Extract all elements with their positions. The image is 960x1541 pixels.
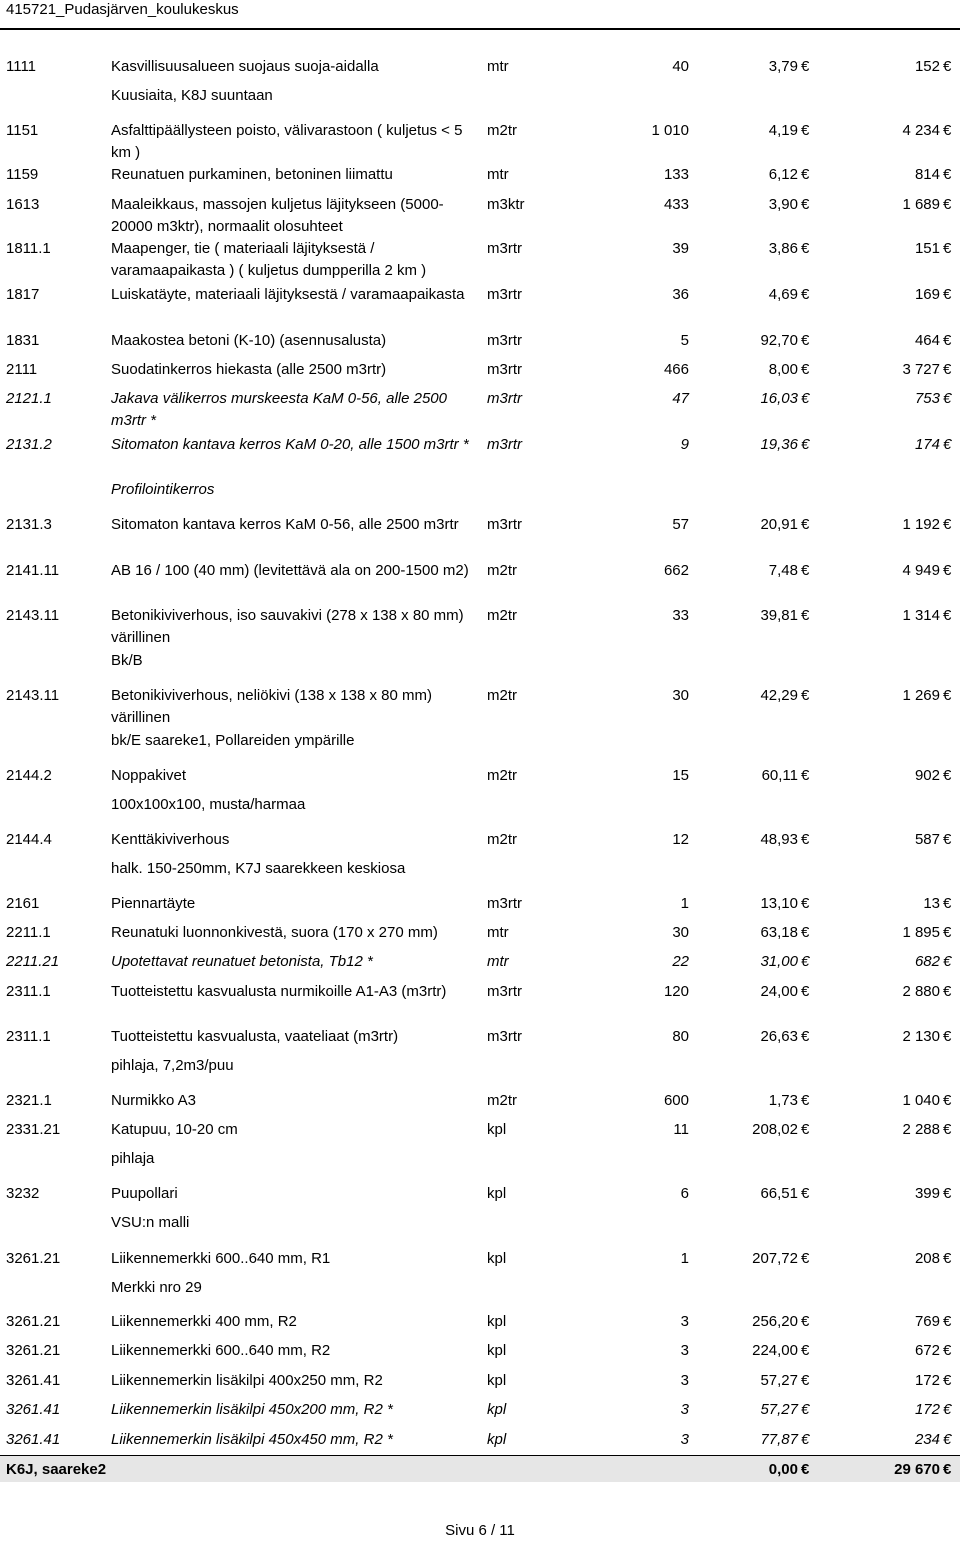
euro-symbol: € xyxy=(801,1461,810,1478)
item-unit-price: 19,36 xyxy=(760,436,798,453)
item-code: 1811.1 xyxy=(6,240,51,257)
item-unit-price: 42,29 xyxy=(760,687,798,704)
item-unit-price: 3,86 xyxy=(768,240,798,257)
euro-symbol: € xyxy=(801,1313,810,1330)
item-description: Kenttäkiviverhous xyxy=(111,831,230,848)
item-total: 2 288 xyxy=(902,1121,940,1138)
euro-symbol: € xyxy=(801,1431,810,1448)
item-total: 169 xyxy=(914,286,940,303)
item-code: 3261.41 xyxy=(6,1431,61,1448)
item-total: 2 880 xyxy=(902,983,940,1000)
header-divider xyxy=(0,28,960,30)
page-number: Sivu 6 / 11 xyxy=(445,1522,515,1539)
euro-symbol: € xyxy=(801,767,810,784)
item-unit-price: 60,11 xyxy=(761,767,798,784)
euro-symbol: € xyxy=(801,1401,810,1418)
euro-symbol: € xyxy=(943,1250,952,1267)
item-unit-price: 31,00 xyxy=(760,953,798,970)
item-unit-price: 57,27 xyxy=(760,1401,798,1418)
item-code: 1831 xyxy=(6,332,40,349)
euro-symbol: € xyxy=(801,1092,810,1109)
item-description: Reunatuki luonnonkivestä, suora (170 x 270 mm) xyxy=(111,924,438,941)
item-total: 4 949 xyxy=(902,562,940,579)
item-unit-price: 57,27 xyxy=(760,1372,798,1389)
euro-symbol: € xyxy=(801,516,810,533)
euro-symbol: € xyxy=(801,1372,810,1389)
euro-symbol: € xyxy=(801,924,810,941)
item-unit: m3rtr xyxy=(487,436,522,453)
euro-symbol: € xyxy=(801,1121,810,1138)
euro-symbol: € xyxy=(943,767,952,784)
euro-symbol: € xyxy=(943,562,952,579)
item-description: Kasvillisuusalueen suojaus suoja-aidalla xyxy=(111,58,379,75)
euro-symbol: € xyxy=(801,895,810,912)
item-quantity: 466 xyxy=(663,361,689,378)
item-unit: m2tr xyxy=(487,767,517,784)
item-code: 2321.1 xyxy=(6,1092,52,1109)
item-total: 13 xyxy=(923,895,940,912)
euro-symbol: € xyxy=(801,240,810,257)
item-code: 3261.21 xyxy=(6,1250,61,1267)
item-description: Puupollari xyxy=(111,1185,178,1202)
euro-symbol: € xyxy=(943,361,952,378)
item-note: 100x100x100, musta/harmaa xyxy=(111,796,306,813)
item-quantity: 3 xyxy=(680,1313,689,1330)
item-code: 2144.2 xyxy=(6,767,52,784)
item-unit: kpl xyxy=(487,1185,507,1202)
item-total: 172 xyxy=(914,1372,940,1389)
item-quantity: 3 xyxy=(680,1342,689,1359)
euro-symbol: € xyxy=(943,607,952,624)
item-quantity: 39 xyxy=(672,240,689,257)
item-total: 769 xyxy=(914,1313,940,1330)
euro-symbol: € xyxy=(801,361,810,378)
item-total: 1 689 xyxy=(902,196,940,213)
item-quantity: 6 xyxy=(680,1185,689,1202)
item-total: 902 xyxy=(914,767,940,784)
item-unit-price: 6,12 xyxy=(768,166,798,183)
item-total: 399 xyxy=(914,1185,940,1202)
item-description: Katupuu, 10-20 cm xyxy=(111,1121,238,1138)
euro-symbol: € xyxy=(943,332,952,349)
item-unit-price: 1,73 xyxy=(768,1092,798,1109)
item-unit-price: 7,48 xyxy=(768,562,798,579)
euro-symbol: € xyxy=(943,1185,952,1202)
item-total: 672 xyxy=(914,1342,940,1359)
item-total: 208 xyxy=(914,1250,940,1267)
item-unit-price: 8,00 xyxy=(768,361,798,378)
item-description: Tuotteistettu kasvualusta nurmikoille A1-A3 (m3rtr) xyxy=(111,983,447,1000)
item-unit-price: 92,70 xyxy=(760,332,798,349)
item-description: Maakostea betoni (K-10) (asennusalusta) xyxy=(111,332,387,349)
item-unit: m3ktr xyxy=(487,196,525,213)
item-note: VSU:n malli xyxy=(111,1214,190,1231)
item-code: 2161 xyxy=(6,895,40,912)
item-quantity: 433 xyxy=(663,196,689,213)
item-description: Maapenger, tie ( materiaali läjityksestä / varamaapaikasta ) ( kuljetus dumpperilla 2 km ) xyxy=(111,240,427,279)
euro-symbol: € xyxy=(943,1401,952,1418)
euro-symbol: € xyxy=(943,924,952,941)
item-quantity: 22 xyxy=(672,953,689,970)
item-quantity: 133 xyxy=(663,166,689,183)
item-total: 151 xyxy=(914,240,940,257)
item-quantity: 11 xyxy=(673,1121,689,1138)
item-quantity: 9 xyxy=(680,436,689,453)
item-total: 682 xyxy=(914,953,940,970)
item-total: 2 130 xyxy=(902,1028,940,1045)
item-quantity: 33 xyxy=(672,607,689,624)
euro-symbol: € xyxy=(943,122,952,139)
item-quantity: 30 xyxy=(672,687,689,704)
euro-symbol: € xyxy=(801,122,810,139)
item-description: Jakava välikerros murskeesta KaM 0-56, alle 2500 m3rtr * xyxy=(111,390,447,429)
item-description: Luiskatäyte, materiaali läjityksestä / varamaapaikasta xyxy=(111,286,465,303)
item-note: Profilointikerros xyxy=(111,481,215,498)
item-quantity: 40 xyxy=(672,58,689,75)
item-total: 174 xyxy=(914,436,940,453)
item-unit-price: 24,00 xyxy=(760,983,798,1000)
euro-symbol: € xyxy=(943,1461,952,1478)
item-unit: m3rtr xyxy=(487,361,522,378)
item-description: Noppakivet xyxy=(111,767,187,784)
euro-symbol: € xyxy=(943,1372,952,1389)
item-description: Liikennemerkin lisäkilpi 400x250 mm, R2 xyxy=(111,1372,383,1389)
item-total: 172 xyxy=(914,1401,940,1418)
item-quantity: 5 xyxy=(680,332,689,349)
euro-symbol: € xyxy=(801,562,810,579)
item-unit: m3rtr xyxy=(487,332,522,349)
euro-symbol: € xyxy=(943,196,952,213)
item-code: 2211.21 xyxy=(6,953,60,970)
item-code: 3232 xyxy=(6,1185,40,1202)
euro-symbol: € xyxy=(943,953,952,970)
item-unit: mtr xyxy=(487,58,509,75)
item-code: 2121.1 xyxy=(6,390,52,407)
item-quantity: 120 xyxy=(663,983,689,1000)
euro-symbol: € xyxy=(801,983,810,1000)
item-total: 753 xyxy=(914,390,940,407)
item-quantity: 1 010 xyxy=(651,122,689,139)
item-unit-price: 77,87 xyxy=(760,1431,798,1448)
item-description: AB 16 / 100 (40 mm) (levitettävä ala on 200-1500 m2) xyxy=(111,562,469,579)
item-code: 3261.41 xyxy=(6,1401,61,1418)
summary-total: 29 670 xyxy=(894,1461,940,1478)
item-code: 2144.4 xyxy=(6,831,52,848)
item-quantity: 600 xyxy=(663,1092,689,1109)
item-unit-price: 208,02 xyxy=(752,1121,798,1138)
item-unit: m3rtr xyxy=(487,390,522,407)
item-unit-price: 39,81 xyxy=(760,607,798,624)
item-description: Liikennemerkin lisäkilpi 450x450 mm, R2 * xyxy=(111,1431,393,1448)
item-total: 1 192 xyxy=(902,516,940,533)
item-unit: kpl xyxy=(487,1250,507,1267)
euro-symbol: € xyxy=(943,687,952,704)
euro-symbol: € xyxy=(801,1185,810,1202)
item-quantity: 12 xyxy=(672,831,689,848)
item-note: pihlaja xyxy=(111,1150,155,1167)
item-unit: mtr xyxy=(487,166,509,183)
item-quantity: 57 xyxy=(672,516,689,533)
item-unit: m3rtr xyxy=(487,1028,522,1045)
item-description: Liikennemerkki 400 mm, R2 xyxy=(111,1313,297,1330)
item-code: 3261.41 xyxy=(6,1372,61,1389)
item-total: 1 269 xyxy=(902,687,940,704)
item-total: 1 895 xyxy=(902,924,940,941)
item-code: 1151 xyxy=(6,122,39,139)
item-code: 2131.3 xyxy=(6,516,52,533)
euro-symbol: € xyxy=(943,1313,952,1330)
item-quantity: 30 xyxy=(672,924,689,941)
item-total: 464 xyxy=(914,332,940,349)
item-note: bk/E saareke1, Pollareiden ympärille xyxy=(111,732,355,749)
euro-symbol: € xyxy=(943,58,952,75)
item-code: 3261.21 xyxy=(6,1313,61,1330)
item-code: 1817 xyxy=(6,286,40,303)
item-total: 1 040 xyxy=(902,1092,940,1109)
euro-symbol: € xyxy=(801,953,810,970)
euro-symbol: € xyxy=(943,983,952,1000)
item-note: pihlaja, 7,2m3/puu xyxy=(111,1057,234,1074)
euro-symbol: € xyxy=(943,1431,952,1448)
item-total: 1 314 xyxy=(902,607,940,624)
item-description: Betonikiviverhous, iso sauvakivi (278 x 138 x 80 mm) värillinen xyxy=(111,607,464,646)
item-code: 2311.1 xyxy=(6,1028,51,1045)
item-total: 814 xyxy=(914,166,940,183)
item-code: 1613 xyxy=(6,196,40,213)
euro-symbol: € xyxy=(801,390,810,407)
item-total: 3 727 xyxy=(902,361,940,378)
euro-symbol: € xyxy=(801,332,810,349)
item-unit-price: 16,03 xyxy=(760,390,798,407)
item-unit: m2tr xyxy=(487,122,517,139)
item-unit: kpl xyxy=(487,1313,507,1330)
euro-symbol: € xyxy=(801,687,810,704)
item-unit-price: 4,19 xyxy=(768,122,798,139)
item-unit: kpl xyxy=(487,1431,507,1448)
euro-symbol: € xyxy=(801,58,810,75)
item-unit-price: 3,79 xyxy=(768,58,798,75)
document-title: 415721_Pudasjärven_koulukeskus xyxy=(6,1,239,18)
item-unit: kpl xyxy=(487,1121,507,1138)
item-unit: m2tr xyxy=(487,687,517,704)
item-quantity: 80 xyxy=(672,1028,689,1045)
euro-symbol: € xyxy=(801,1342,810,1359)
item-description: Sitomaton kantava kerros KaM 0-56, alle 2500 m3rtr xyxy=(111,516,459,533)
euro-symbol: € xyxy=(943,1121,952,1138)
item-description: Liikennemerkin lisäkilpi 450x200 mm, R2 * xyxy=(111,1401,393,1418)
euro-symbol: € xyxy=(943,286,952,303)
item-quantity: 1 xyxy=(680,1250,689,1267)
item-unit: m3rtr xyxy=(487,516,522,533)
item-code: 2331.21 xyxy=(6,1121,61,1138)
item-description: Upotettavat reunatuet betonista, Tb12 * xyxy=(111,953,373,970)
euro-symbol: € xyxy=(943,831,952,848)
item-quantity: 15 xyxy=(672,767,689,784)
item-description: Maaleikkaus, massojen kuljetus läjitykseen (5000-20000 m3ktr), normaalit olosuhteet xyxy=(111,196,444,235)
item-unit-price: 20,91 xyxy=(760,516,798,533)
euro-symbol: € xyxy=(801,196,810,213)
euro-symbol: € xyxy=(801,1250,810,1267)
item-unit: m3rtr xyxy=(487,895,522,912)
item-total: 152 xyxy=(914,58,940,75)
item-unit: mtr xyxy=(487,924,509,941)
item-note: Bk/B xyxy=(111,652,143,669)
item-code: 3261.21 xyxy=(6,1342,61,1359)
item-description: Sitomaton kantava kerros KaM 0-20, alle 1500 m3rtr * xyxy=(111,436,469,453)
summary-label: K6J, saareke2 xyxy=(6,1461,107,1478)
item-unit-price: 63,18 xyxy=(760,924,798,941)
item-unit: m2tr xyxy=(487,562,517,579)
item-unit: kpl xyxy=(487,1401,507,1418)
euro-symbol: € xyxy=(943,390,952,407)
item-unit-price: 48,93 xyxy=(760,831,798,848)
euro-symbol: € xyxy=(801,436,810,453)
item-unit-price: 207,72 xyxy=(752,1250,798,1267)
item-code: 2143.11 xyxy=(6,607,60,624)
item-unit-price: 256,20 xyxy=(752,1313,798,1330)
item-description: Betonikiviverhous, neliökivi (138 x 138 x 80 mm) värillinen xyxy=(111,687,432,726)
item-unit: m3rtr xyxy=(487,240,522,257)
item-description: Suodatinkerros hiekasta (alle 2500 m3rtr) xyxy=(111,361,387,378)
summary-price: 0,00 xyxy=(768,1461,798,1478)
euro-symbol: € xyxy=(943,166,952,183)
item-note: Kuusiaita, K8J suuntaan xyxy=(111,87,273,104)
item-total: 587 xyxy=(914,831,940,848)
item-unit: mtr xyxy=(487,953,509,970)
item-code: 2311.1 xyxy=(6,983,51,1000)
item-description: Liikennemerkki 600..640 mm, R1 xyxy=(111,1250,331,1267)
item-total: 4 234 xyxy=(902,122,940,139)
item-quantity: 1 xyxy=(680,895,689,912)
item-note: Merkki nro 29 xyxy=(111,1279,202,1296)
euro-symbol: € xyxy=(943,1028,952,1045)
euro-symbol: € xyxy=(801,1028,810,1045)
euro-symbol: € xyxy=(943,1342,952,1359)
euro-symbol: € xyxy=(801,286,810,303)
item-description: Nurmikko A3 xyxy=(111,1092,197,1109)
item-unit: m2tr xyxy=(487,607,517,624)
euro-symbol: € xyxy=(801,831,810,848)
euro-symbol: € xyxy=(801,607,810,624)
euro-symbol: € xyxy=(943,516,952,533)
item-description: Piennartäyte xyxy=(111,895,196,912)
item-code: 1111 xyxy=(6,58,37,75)
item-note: halk. 150-250mm, K7J saarekkeen keskiosa xyxy=(111,860,406,877)
item-unit: m2tr xyxy=(487,1092,517,1109)
item-description: Reunatuen purkaminen, betoninen liimattu xyxy=(111,166,393,183)
item-quantity: 47 xyxy=(672,390,689,407)
item-unit: kpl xyxy=(487,1372,507,1389)
item-code: 2111 xyxy=(6,361,38,378)
item-quantity: 36 xyxy=(672,286,689,303)
item-unit: m2tr xyxy=(487,831,517,848)
euro-symbol: € xyxy=(943,240,952,257)
euro-symbol: € xyxy=(943,895,952,912)
item-unit-price: 66,51 xyxy=(760,1185,798,1202)
item-unit: m3rtr xyxy=(487,286,522,303)
item-unit: m3rtr xyxy=(487,983,522,1000)
euro-symbol: € xyxy=(801,166,810,183)
item-code: 2141.11 xyxy=(6,562,60,579)
item-quantity: 3 xyxy=(680,1401,689,1418)
item-description: Liikennemerkki 600..640 mm, R2 xyxy=(111,1342,331,1359)
item-quantity: 3 xyxy=(680,1431,689,1448)
item-code: 2211.1 xyxy=(6,924,51,941)
item-description: Asfalttipäällysteen poisto, välivarastoon ( kuljetus < 5 km ) xyxy=(111,122,463,161)
item-unit-price: 26,63 xyxy=(760,1028,798,1045)
item-description: Tuotteistettu kasvualusta, vaateliaat (m3rtr) xyxy=(111,1028,399,1045)
item-quantity: 3 xyxy=(680,1372,689,1389)
item-quantity: 662 xyxy=(663,562,689,579)
item-unit: kpl xyxy=(487,1342,507,1359)
item-unit-price: 224,00 xyxy=(752,1342,798,1359)
euro-symbol: € xyxy=(943,1092,952,1109)
item-code: 2143.11 xyxy=(6,687,60,704)
item-total: 234 xyxy=(914,1431,940,1448)
item-code: 1159 xyxy=(6,166,39,183)
euro-symbol: € xyxy=(943,436,952,453)
summary-row xyxy=(0,1455,960,1482)
item-code: 2131.2 xyxy=(6,436,52,453)
item-unit-price: 13,10 xyxy=(760,895,798,912)
item-unit-price: 4,69 xyxy=(768,286,798,303)
item-unit-price: 3,90 xyxy=(768,196,798,213)
